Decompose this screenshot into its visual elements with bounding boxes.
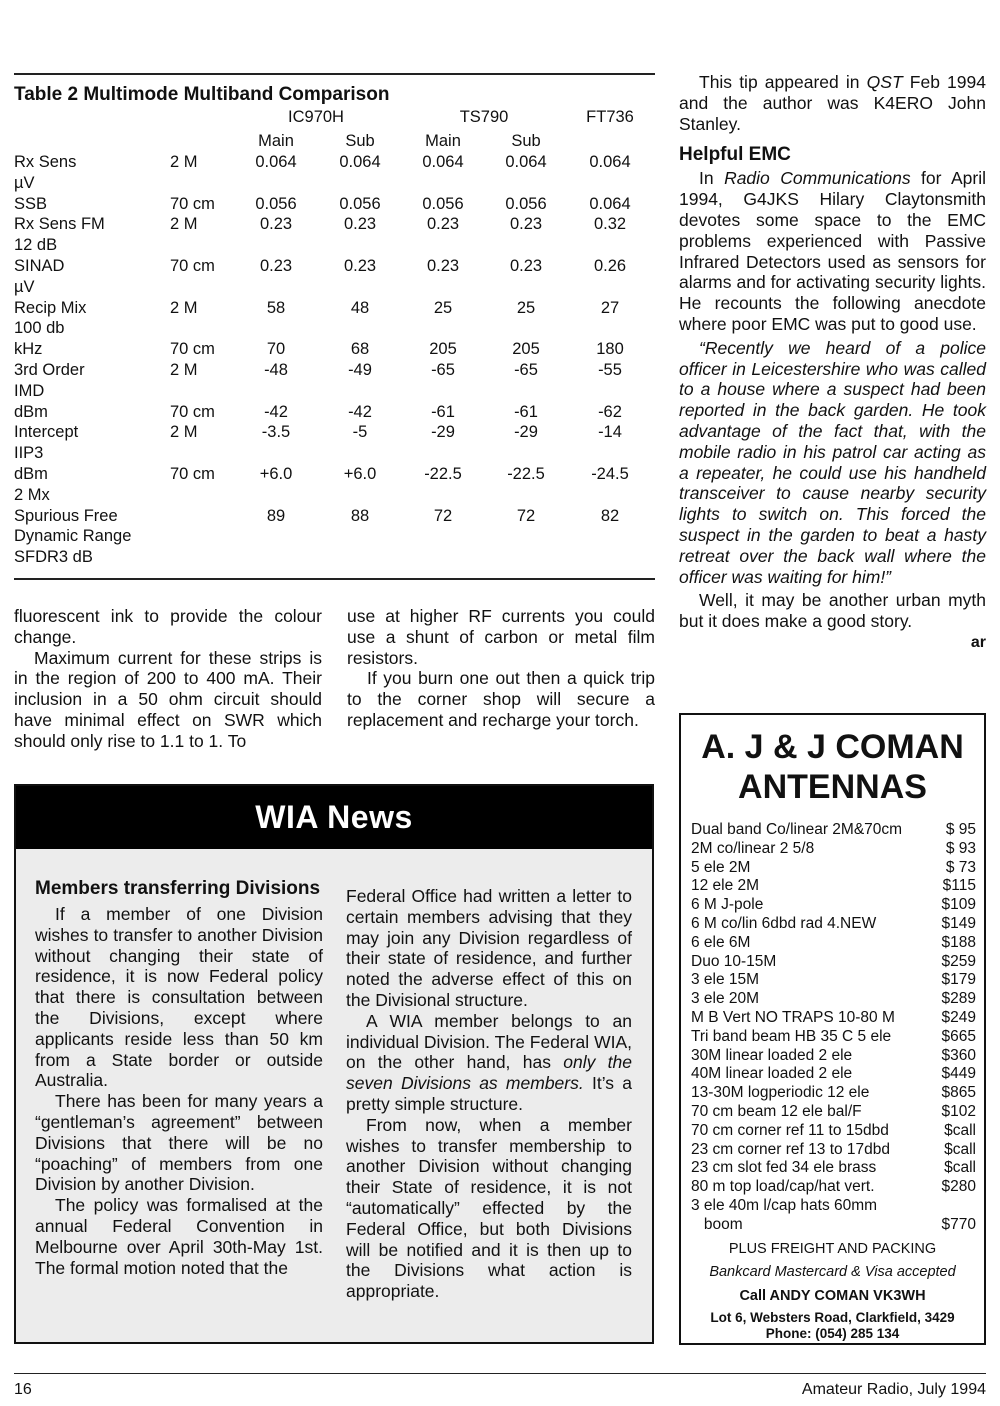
table-row	[14, 402, 654, 423]
table-cell: 0.056	[422, 194, 464, 213]
row-label: µV	[14, 173, 35, 192]
table-cell: 0.064	[339, 153, 381, 171]
ad-item-price: $call	[944, 1159, 976, 1177]
row-label: SINAD	[14, 257, 65, 275]
ad-item-name: 70 cm beam 12 ele bal/F	[691, 1102, 862, 1120]
table-cell: 82	[600, 506, 620, 525]
emc-heading: Helpful EMC	[679, 144, 791, 166]
wia-col1	[35, 878, 323, 1278]
article-paragraph: Maximum current for these strips is in the region of 200 to 400 mA. Their inclusion in a 50 ohm circuit should have minimal effect on SWR which should only rise to 1.1 to 1. To	[14, 647, 322, 751]
ad-item-name: 12 ele 2M	[691, 877, 760, 895]
ad-item	[691, 821, 976, 840]
table-row	[14, 256, 654, 277]
table-row	[14, 464, 654, 485]
magazine-issue: Amateur Radio, July 1994	[801, 1381, 986, 1398]
ad-item-price: $259	[941, 952, 976, 970]
ad-price-list	[691, 821, 976, 1235]
wia-paragraph: There has been for many years a “gentleman’s agreement” between Divisions that there will be no “poaching” of members from one Division by another Division.	[35, 1091, 323, 1195]
table-cell: 0.23	[343, 257, 377, 275]
row-label: Intercept	[14, 423, 79, 442]
model-ic970h: IC970H	[288, 108, 344, 126]
ad-item	[691, 1178, 976, 1197]
table-cell: 58	[266, 298, 286, 317]
row-label: Rx Sens FM	[14, 215, 105, 234]
ad-item-price: $289	[941, 990, 976, 1008]
ad-item-name: 5 ele 2M	[691, 858, 751, 876]
emc-source: Radio Communications	[724, 168, 911, 189]
ad-item-price: $280	[941, 1178, 976, 1196]
table-cell: -61	[514, 402, 538, 421]
subhead-main: Main	[425, 132, 461, 150]
table-row	[14, 381, 654, 402]
table-cell: 70	[266, 340, 286, 359]
table-cell: -14	[598, 423, 622, 442]
ad-item-price: $360	[941, 1046, 976, 1064]
table-cell: 88	[350, 506, 370, 525]
ad-item	[691, 1028, 976, 1047]
table-row	[14, 152, 654, 173]
table-cell: 205	[512, 340, 540, 359]
ad-item	[691, 1047, 976, 1066]
ad-item-price: $770	[941, 1215, 976, 1233]
article-col2	[347, 606, 655, 731]
table-cell: 0.064	[255, 153, 297, 171]
row-band: 2 M	[170, 153, 198, 171]
table-cell: -55	[598, 361, 622, 379]
table-row	[14, 235, 654, 256]
table-cell: 72	[516, 506, 536, 525]
row-label: dBm	[14, 402, 48, 421]
ad-item-name: 23 cm slot fed 34 ele brass	[691, 1159, 877, 1177]
ad-item-price: $249	[941, 1008, 976, 1026]
row-band: 70 cm	[170, 465, 215, 483]
ad-title-line: ANTENNAS	[738, 768, 927, 806]
table-cell: -65	[514, 361, 538, 379]
row-label: Dynamic Range	[14, 527, 132, 546]
ad-item-name: 40M linear loaded 2 ele	[691, 1065, 853, 1083]
table-cell: 72	[433, 506, 453, 525]
table-cell: -22.5	[424, 465, 462, 483]
wia-text: It’s a pretty simple structure.	[346, 1073, 632, 1114]
table-row	[14, 214, 654, 235]
table-cell: -22.5	[507, 465, 545, 483]
ad-item	[691, 971, 976, 990]
table-row	[14, 318, 654, 339]
wia-paragraph	[346, 1011, 632, 1115]
page-number: 16	[14, 1381, 32, 1398]
table-cell: -42	[348, 402, 372, 421]
ad-item-price: $ 73	[945, 858, 976, 876]
table-row	[14, 298, 654, 319]
ad-item-name: Duo 10-15M	[691, 952, 777, 970]
table-cell: -3.5	[261, 423, 291, 442]
table-cell: 0.064	[422, 153, 464, 171]
ad-item	[691, 840, 976, 859]
table-cell: -24.5	[591, 465, 629, 483]
ad-item-name: Dual band Co/linear 2M&70cm	[691, 821, 903, 838]
ad-item	[691, 915, 976, 934]
ad-item-price: $188	[941, 933, 976, 951]
ad-contact: Call ANDY COMAN VK3WH	[739, 1288, 926, 1304]
ad-item	[691, 1159, 976, 1178]
ad-item	[691, 990, 976, 1009]
wia-text: A WIA member belongs to an individual Division. The Federal WIA, on the other hand, has	[346, 1010, 632, 1073]
table-cell: 0.23	[509, 215, 543, 234]
row-band: 70 cm	[170, 340, 215, 359]
ad-item-name: 3 ele 15M	[691, 971, 760, 989]
ad-item-name: 13-30M logperiodic 12 ele	[691, 1084, 870, 1102]
subhead-sub: Sub	[511, 132, 541, 150]
ad-item-name: 3 ele 40m l/cap hats 60mm	[691, 1196, 878, 1214]
row-label: 2 Mx	[14, 485, 50, 504]
table-cell: 0.056	[505, 194, 547, 213]
table-cell: -29	[514, 423, 538, 442]
table-cell: +6.0	[259, 465, 293, 483]
row-band: 2 M	[170, 423, 198, 442]
table-subheader	[14, 131, 654, 152]
right-column	[679, 72, 986, 652]
table-cell: 0.056	[339, 194, 381, 213]
table-cell: -62	[598, 402, 622, 421]
table-cell: -48	[264, 361, 288, 379]
emc-text: for April 1994, G4JKS Hilary Claytonsmith devotes some space to the EMC problems experienced with Passive Infrared Detectors used as sensors for alarms and for activating security lights. He recounts the following anecdote where poor EMC was put to good use.	[679, 168, 986, 334]
table-cell: 0.064	[589, 194, 631, 213]
table-cell: -49	[348, 361, 372, 379]
row-band: 70 cm	[170, 402, 215, 421]
ad-item	[691, 1065, 976, 1084]
ad-item-price: $449	[941, 1065, 976, 1083]
tip-text: Feb 1994 and the author was K4ERO John Stanley.	[679, 72, 986, 134]
row-band: 2 M	[170, 215, 198, 234]
ad-freight: PLUS FREIGHT AND PACKING	[728, 1241, 937, 1257]
ad-item	[691, 1009, 976, 1028]
tip-source: QST	[866, 72, 903, 92]
ad-item-price: $115	[942, 877, 976, 895]
table-cell: 27	[600, 298, 620, 317]
table-cell: 0.064	[505, 153, 547, 171]
ad-item-price: $call	[944, 1140, 976, 1158]
subhead-sub: Sub	[345, 132, 375, 150]
table-cell: 0.056	[255, 194, 297, 213]
row-label: Rx Sens	[14, 153, 77, 171]
table-cell: 0.064	[589, 153, 631, 171]
table-cell: 0.23	[343, 215, 377, 234]
table-cell: 180	[596, 340, 624, 359]
model-ft736: FT736	[586, 108, 634, 126]
row-label: µV	[14, 277, 35, 296]
table-cell: +6.0	[343, 465, 377, 483]
wia-paragraph: From now, when a member wishes to transfer membership to another Division without changing their State of residence, it is not “automatically” effected by the Federal Office, but both Divisions will be notified and it is then up to the Divisions what action is appropriate.	[346, 1114, 632, 1302]
wia-heading: Members transferring Divisions	[35, 878, 321, 899]
table-cell: -29	[431, 423, 455, 442]
ad-item-name: 6 M J-pole	[691, 896, 764, 914]
ad-item-price: $ 95	[945, 821, 976, 838]
ad-item	[691, 934, 976, 953]
table-row	[14, 422, 654, 443]
table-title: Table 2 Multimode Multiband Comparison	[14, 84, 390, 105]
row-label: IMD	[14, 381, 45, 400]
table-cell: -61	[431, 402, 455, 421]
ad-phone: Phone: (054) 285 134	[765, 1326, 900, 1341]
table-cell: -5	[352, 423, 368, 442]
ad-item	[691, 953, 976, 972]
ad-item-name: 3 ele 20M	[691, 990, 760, 1008]
table-row	[14, 277, 654, 298]
ad-item-name: 23 cm corner ref 13 to 17dbd	[691, 1140, 891, 1158]
ad-item-price: $179	[941, 971, 976, 989]
ad-item	[691, 1197, 976, 1216]
emc-paragraph: Well, it may be another urban myth but it does make a good story.	[679, 590, 986, 632]
table-cell: 0.23	[426, 215, 460, 234]
wia-news-box	[14, 784, 654, 1344]
table-cell: 68	[350, 340, 370, 359]
table-row	[14, 173, 654, 194]
table-row	[14, 506, 654, 527]
table-cell: 0.23	[509, 257, 543, 275]
ad-item-price: $102	[941, 1102, 976, 1120]
row-label: Recip Mix	[14, 298, 87, 317]
wia-col2	[346, 886, 632, 1302]
row-label: kHz	[14, 340, 43, 359]
table-row	[14, 485, 654, 506]
ad-item	[691, 1122, 976, 1141]
ad-item-price: $call	[944, 1121, 976, 1139]
table-cell: 0.23	[259, 257, 293, 275]
tip-paragraph	[679, 72, 986, 134]
ad-address: Lot 6, Websters Road, Clarkfield, 3429	[710, 1310, 955, 1325]
table-bottom-rule	[14, 578, 655, 580]
ad-item-name: 6 M co/lin 6dbd rad 4.NEW	[691, 914, 877, 932]
row-label: dBm	[14, 465, 48, 483]
table-row	[14, 339, 654, 360]
table-cell: 205	[429, 340, 457, 359]
table-cell: -65	[431, 361, 455, 379]
ad-item	[691, 1084, 976, 1103]
table-cell: 0.32	[593, 215, 627, 234]
ad-item-name: 30M linear loaded 2 ele	[691, 1046, 853, 1064]
ad-item-name: Tri band beam HB 35 C 5 ele	[691, 1027, 892, 1045]
emc-quote: “Recently we heard of a police officer in Leicestershire who was called to a house where a suspect had been reported in the back garden. He took advantage of the fact that, with the mobile radio in his patrol car acting as a repeater, he could use his handheld transceiver to cause nearby security lights to switch on. This forced the suspect in the garden to beat a hasty retreat over the back wall where the officer was waiting for him!”	[679, 337, 986, 587]
ad-item	[691, 877, 976, 896]
row-band: 70 cm	[170, 194, 215, 213]
row-band: 70 cm	[170, 257, 215, 275]
ad-item-price: $109	[941, 896, 976, 914]
wia-news-header: WIA News	[16, 786, 652, 849]
ad-item-name: 2M co/linear 2 5/8	[691, 839, 815, 857]
row-label: IIP3	[14, 444, 44, 463]
ad-item	[691, 1216, 976, 1235]
table-cell: 0.23	[259, 215, 293, 234]
article-paragraph: If you burn one out then a quick trip to the corner shop will secure a replacement and recharge your torch.	[347, 668, 655, 730]
ad-cards: Bankcard Mastercard & Visa accepted	[709, 1264, 956, 1280]
coman-antennas-ad	[679, 713, 986, 1345]
table-cell: -42	[264, 402, 288, 421]
ad-item	[691, 896, 976, 915]
tip-text: This tip appeared in	[699, 72, 867, 92]
table-row	[14, 526, 654, 547]
subhead-main: Main	[258, 132, 294, 150]
ad-item-name: 80 m top load/cap/hat vert.	[691, 1178, 875, 1196]
footer-rule	[14, 1373, 986, 1374]
ad-title	[681, 727, 984, 807]
ad-item	[691, 1103, 976, 1122]
wia-paragraph: If a member of one Division wishes to transfer to another Division without changing their state of residence, it is now Federal policy that there is consultation between the Divisions, except where applicants reside less than 50 km from a State border or outside Australia.	[35, 904, 323, 1091]
ad-item-price: $ 93	[945, 839, 976, 857]
wia-paragraph: Federal Office had written a letter to certain members advising that they may join any Division regardless of their state of residence, and further noted the adverse effect of this on the Divisional structure.	[346, 886, 632, 1010]
table-row	[14, 547, 654, 568]
article-col1	[14, 606, 322, 752]
table-cell: 48	[350, 298, 370, 317]
row-label: 3rd Order	[14, 361, 85, 379]
ad-item-name: 6 ele 6M	[691, 933, 751, 951]
article-paragraph: use at higher RF currents you could use a shunt of carbon or metal film resistors.	[347, 606, 655, 668]
ad-item-price: $865	[941, 1084, 976, 1102]
ad-item-name: boom	[691, 1215, 743, 1233]
row-label: Spurious Free	[14, 506, 118, 525]
table-row	[14, 194, 654, 215]
table-row	[14, 360, 654, 381]
wia-emphasis: only the seven Divisions as members.	[346, 1052, 633, 1094]
table-cell: 0.26	[593, 257, 627, 275]
top-rule	[14, 73, 655, 75]
row-label: SFDR3 dB	[14, 548, 93, 567]
row-band: 2 M	[170, 298, 198, 317]
row-label: SSB	[14, 194, 48, 213]
emc-paragraph	[679, 168, 986, 334]
ad-item-price: $149	[941, 914, 976, 932]
row-label: 100 db	[14, 319, 65, 338]
row-label: 12 dB	[14, 236, 58, 255]
table-cell: 25	[433, 298, 453, 317]
ad-item-name: 70 cm corner ref 11 to 15dbd	[691, 1121, 889, 1139]
ad-item	[691, 859, 976, 878]
table-cell: 25	[516, 298, 536, 317]
table-model-header	[14, 107, 654, 128]
ad-item	[691, 1141, 976, 1160]
wia-paragraph: The policy was formalised at the annual Federal Convention in Melbourne over April 30th-May 1st. The formal motion noted that the	[35, 1195, 323, 1278]
article-paragraph: fluorescent ink to provide the colour change.	[14, 606, 322, 647]
ad-item-price: $665	[941, 1027, 976, 1045]
row-band: 2 M	[170, 361, 198, 379]
model-ts790: TS790	[459, 108, 509, 126]
table-cell: 89	[266, 506, 286, 525]
ad-item-name: M B Vert NO TRAPS 10-80 M	[691, 1008, 895, 1026]
emc-text: In	[699, 168, 725, 189]
ad-title-line: A. J & J COMAN	[701, 728, 964, 766]
signoff: ar	[970, 633, 986, 651]
table-row	[14, 443, 654, 464]
table-cell: 0.23	[426, 257, 460, 275]
